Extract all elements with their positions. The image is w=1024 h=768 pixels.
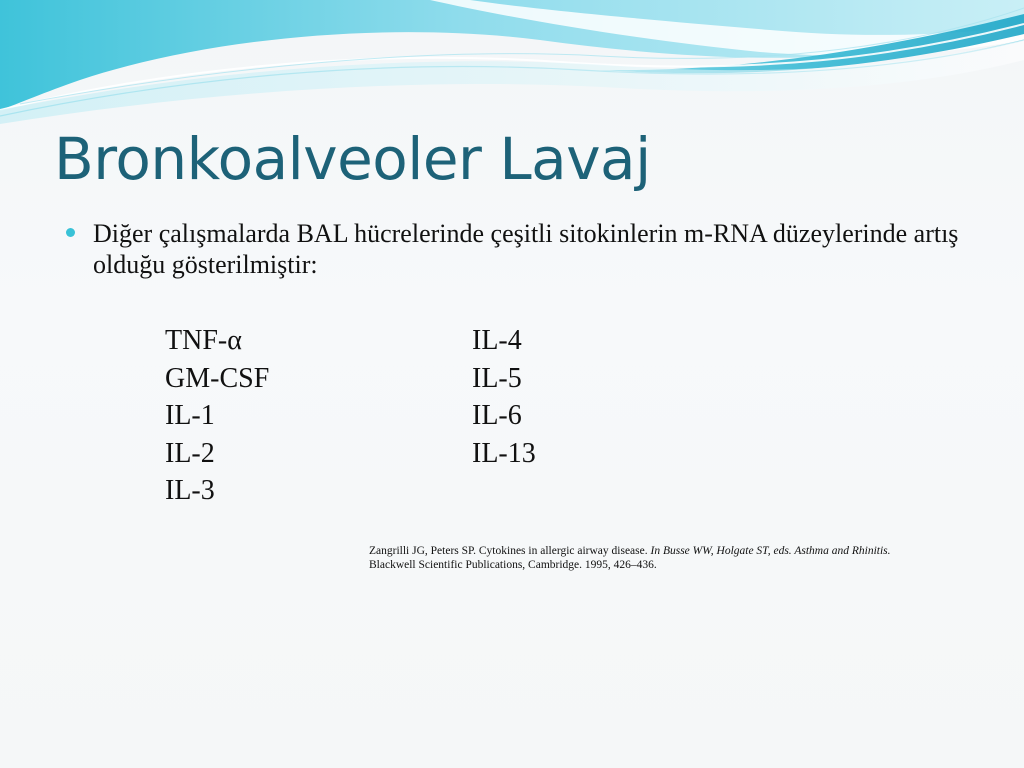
- header-wave-decoration: [0, 0, 1024, 130]
- cytokine-item: IL-3: [165, 475, 215, 506]
- cytokine-item: IL-6: [472, 400, 522, 431]
- bullet-text: Diğer çalışmalarda BAL hücrelerinde çeşitli sitokinlerin m-RNA düzeylerinde artış olduğu gösterilmiştir:: [93, 219, 959, 279]
- cytokine-item: IL-1: [165, 400, 215, 431]
- cytokine-item: GM-CSF: [165, 362, 270, 394]
- slide-title: Bronkoalveoler Lavaj: [54, 125, 651, 193]
- cytokine-list-left: [165, 322, 269, 510]
- reference-source: In Busse WW, Holgate ST, eds. Asthma and Rhinitis.: [650, 545, 891, 557]
- cytokine-item: IL-4: [472, 325, 522, 356]
- cytokine-item: IL-13: [472, 437, 536, 469]
- cytokine-item: IL-5: [472, 362, 522, 394]
- reference-authors: Zangrilli JG, Peters SP. Cytokines in allergic airway disease.: [369, 545, 648, 557]
- cytokine-item: TNF-α: [165, 325, 242, 356]
- bullet-dot-icon: [66, 228, 75, 237]
- reference-publisher: Blackwell Scientific Publications, Cambridge. 1995, 426–436.: [369, 558, 657, 571]
- cytokine-item: IL-2: [165, 437, 215, 469]
- cytokine-list-right: [472, 322, 536, 472]
- reference-citation: [369, 545, 909, 572]
